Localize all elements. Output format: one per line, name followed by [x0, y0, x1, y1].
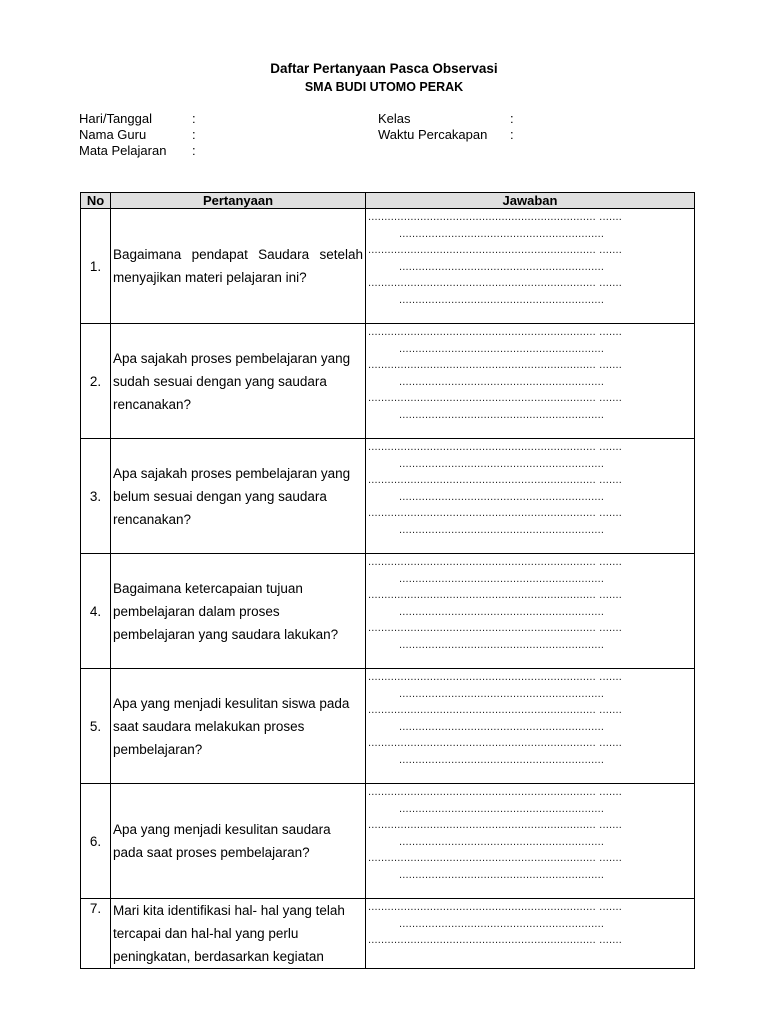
answer-dots-line: ...............................................................	[399, 293, 605, 306]
answer-dots-line: ...............................................................	[399, 490, 605, 503]
question-text: Apa yang menjadi kesulitan saudara pada saat proses pembelajaran?	[111, 784, 366, 899]
answer-dots-line: ...................................................................... .......	[368, 819, 622, 831]
meta-left	[79, 111, 319, 159]
header-no: No	[81, 193, 111, 209]
question-text: Apa sajakah proses pembelajaran yang belum sesuai dengan yang saudara rencanakan?	[111, 439, 366, 554]
answer-area[interactable]	[366, 554, 695, 669]
header-answer: Jawaban	[366, 193, 695, 209]
answer-dots-line: ...................................................................... .......	[368, 737, 622, 749]
meta-right	[378, 111, 578, 143]
answer-dots-line: ...................................................................... .......	[368, 326, 622, 338]
question-text: Bagaimana ketercapaian tujuan pembelajaran dalam proses pembelajaran yang saudara lakukan?	[111, 554, 366, 669]
answer-area[interactable]	[366, 324, 695, 439]
field-label-kelas: Kelas	[378, 111, 411, 126]
row-number: 7.	[81, 899, 111, 969]
answer-dots-line: ...............................................................	[399, 868, 605, 881]
answer-dots-line: ...............................................................	[399, 917, 605, 930]
answer-dots-line: ...................................................................... .......	[368, 507, 622, 519]
table-row	[81, 324, 695, 439]
answer-dots-line: ...............................................................	[399, 375, 605, 388]
row-number: 1.	[81, 209, 111, 324]
answer-dots-line: ...............................................................	[399, 753, 605, 766]
answer-area[interactable]	[366, 784, 695, 899]
answer-area[interactable]	[366, 899, 695, 969]
question-text: Apa sajakah proses pembelajaran yang sudah sesuai dengan yang saudara rencanakan?	[111, 324, 366, 439]
table-row	[81, 899, 695, 969]
field-colon: :	[192, 127, 196, 142]
answer-dots-line: ...............................................................	[399, 605, 605, 618]
answer-dots-line: ...................................................................... .......	[368, 589, 622, 601]
field-colon: :	[510, 127, 514, 142]
answer-area[interactable]	[366, 439, 695, 554]
answer-dots-line: ...................................................................... .......	[368, 704, 622, 716]
row-number: 2.	[81, 324, 111, 439]
question-text: Apa yang menjadi kesulitan siswa pada saat saudara melakukan proses pembelajaran?	[111, 669, 366, 784]
answer-dots-line: ...............................................................	[399, 638, 605, 651]
school-name: SMA BUDI UTOMO PERAK	[304, 80, 464, 94]
answer-dots-line: ...................................................................... .......	[368, 622, 622, 634]
answer-dots-line: ...............................................................	[399, 572, 605, 585]
table-row	[81, 439, 695, 554]
answer-dots-line: ...................................................................... .......	[368, 474, 622, 486]
answer-dots-line: ...............................................................	[399, 227, 605, 240]
answer-dots-line: ...................................................................... .......	[368, 244, 622, 256]
answer-dots-line: ...............................................................	[399, 523, 605, 536]
question-text: Bagaimana pendapat Saudara setelah menyajikan materi pelajaran ini?	[111, 209, 366, 324]
answer-dots-line: ...................................................................... .......	[368, 934, 622, 946]
table-row	[81, 209, 695, 324]
row-number: 3.	[81, 439, 111, 554]
answer-dots-line: ...............................................................	[399, 342, 605, 355]
row-number: 5.	[81, 669, 111, 784]
field-colon: :	[192, 143, 196, 158]
field-label-mata-pelajaran: Mata Pelajaran	[79, 143, 167, 158]
answer-dots-line: ...................................................................... .......	[368, 392, 622, 404]
field-label-nama-guru: Nama Guru	[79, 127, 147, 142]
answer-dots-line: ...................................................................... .......	[368, 786, 622, 798]
answer-dots-line: ...................................................................... .......	[368, 556, 622, 568]
answer-dots-line: ...............................................................	[399, 457, 605, 470]
answer-dots-line: ...............................................................	[399, 720, 605, 733]
field-label-waktu-percakapan: Waktu Percakapan	[378, 127, 488, 142]
field-label-hari-tanggal: Hari/Tanggal	[79, 111, 152, 126]
row-number: 6.	[81, 784, 111, 899]
answer-dots-line: ...................................................................... .......	[368, 277, 622, 289]
answer-dots-line: ...................................................................... .......	[368, 671, 622, 683]
table-row	[81, 669, 695, 784]
answer-dots-line: ...................................................................... .......	[368, 211, 622, 223]
field-colon: :	[192, 111, 196, 126]
field-colon: :	[510, 111, 514, 126]
answer-dots-line: ...............................................................	[399, 260, 605, 273]
answer-dots-line: ...................................................................... .......	[368, 359, 622, 371]
answer-dots-line: ...................................................................... .......	[368, 441, 622, 453]
answer-dots-line: ...............................................................	[399, 802, 605, 815]
answer-dots-line: ...................................................................... .......	[368, 852, 622, 864]
header-question: Pertanyaan	[111, 193, 366, 209]
question-text: Mari kita identifikasi hal- hal yang telah tercapai dan hal-hal yang perlu peningkatan, berdasarkan kegiatan	[111, 899, 366, 969]
answer-dots-line: ...................................................................... .......	[368, 901, 622, 913]
answer-area[interactable]	[366, 209, 695, 324]
questions-table	[80, 192, 695, 969]
table-row	[81, 784, 695, 899]
answer-dots-line: ...............................................................	[399, 687, 605, 700]
table-row	[81, 554, 695, 669]
answer-dots-line: ...............................................................	[399, 835, 605, 848]
table-header-row	[81, 193, 695, 209]
document-title: Daftar Pertanyaan Pasca Observasi	[270, 61, 498, 76]
answer-area[interactable]	[366, 669, 695, 784]
answer-dots-line: ...............................................................	[399, 408, 605, 421]
row-number: 4.	[81, 554, 111, 669]
